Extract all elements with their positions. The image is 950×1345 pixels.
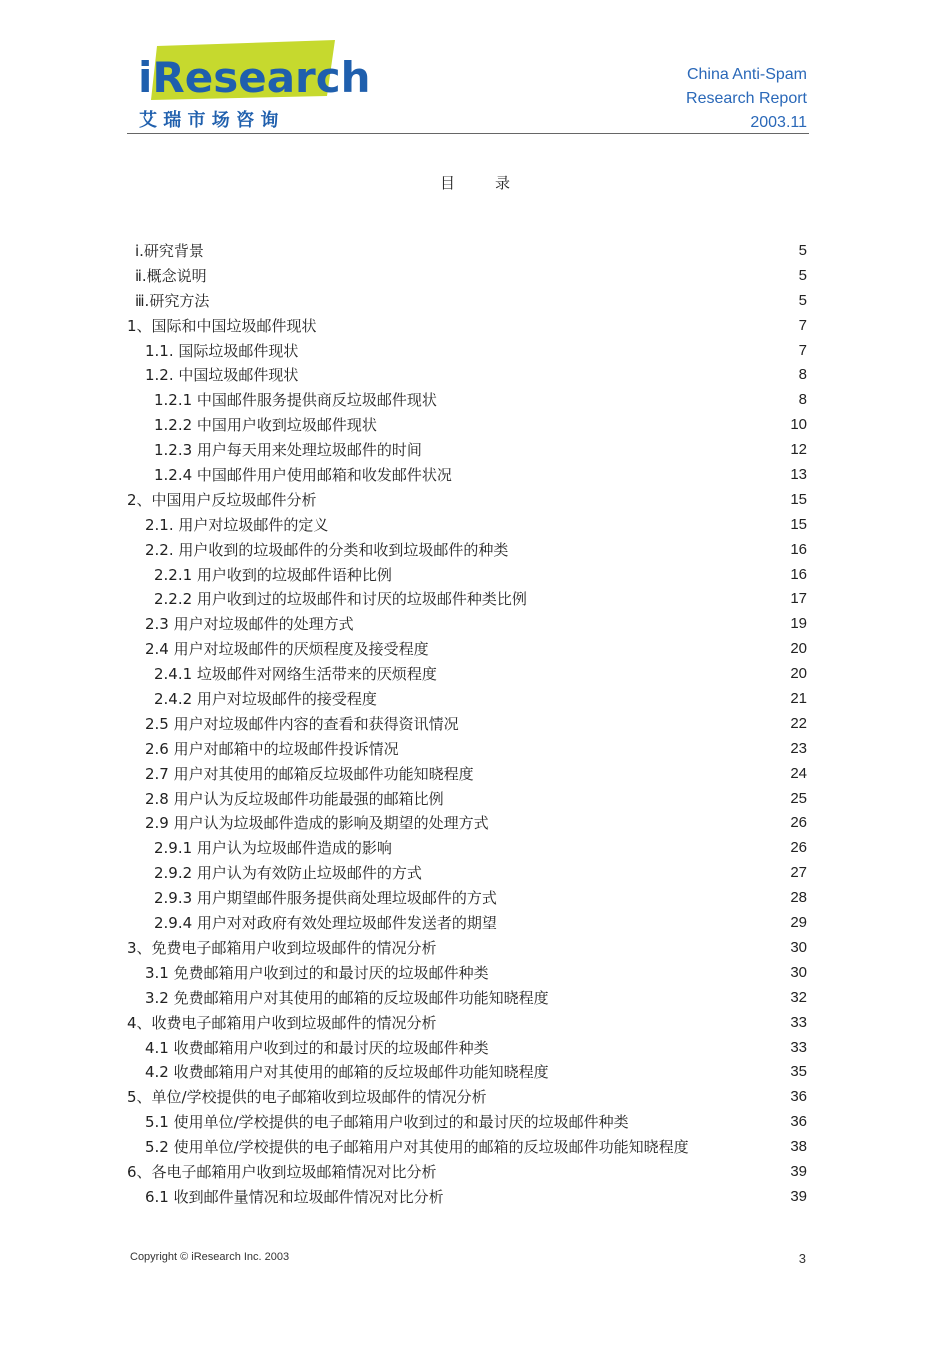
toc-entry[interactable] — [127, 587, 807, 612]
toc-entry-label: 2.9.2 用户认为有效防止垃圾邮件的方式 — [154, 864, 422, 883]
toc-entry-page: 10 — [790, 416, 807, 434]
toc-entry-label: 2.9.1 用户认为垃圾邮件造成的影响 — [154, 839, 392, 858]
toc-entry-page: 39 — [790, 1162, 807, 1180]
toc-entry-page: 33 — [790, 1038, 807, 1056]
toc-entry-page: 26 — [790, 839, 807, 857]
toc-entry[interactable] — [127, 1060, 807, 1085]
toc-entry[interactable] — [127, 762, 807, 787]
toc-entry[interactable] — [127, 538, 807, 563]
toc-entry-label: 3.1 免费邮箱用户收到过的和最讨厌的垃圾邮件种类 — [145, 963, 489, 982]
toc-entry-page: 15 — [790, 490, 807, 508]
toc-entry-page: 15 — [790, 515, 807, 533]
toc-entry[interactable] — [127, 1011, 807, 1036]
toc-entry[interactable] — [127, 339, 807, 364]
toc-entry[interactable] — [127, 488, 807, 513]
toc-entry-label: 2.1. 用户对垃圾邮件的定义 — [145, 515, 329, 534]
footer-copyright: Copyright © iResearch Inc. 2003 — [130, 1251, 290, 1263]
toc-entry-label: 5.2 使用单位/学校提供的电子邮箱用户对其使用的邮箱的反垃圾邮件功能知晓程度 — [145, 1138, 689, 1157]
report-header-line: 2003.11 — [750, 114, 807, 131]
toc-entry-page: 35 — [790, 1063, 807, 1081]
toc-entry-page: 5 — [798, 291, 807, 309]
toc-entry[interactable] — [127, 388, 807, 413]
toc-entry-label: 2、中国用户反垃圾邮件分析 — [127, 490, 317, 509]
toc-entry-page: 8 — [798, 366, 807, 384]
toc-entry-page: 5 — [798, 266, 807, 284]
toc-entry-label: 2.5 用户对垃圾邮件内容的查看和获得资讯情况 — [145, 714, 459, 733]
toc-entry-label: 1.2.3 用户每天用来处理垃圾邮件的时间 — [154, 441, 422, 460]
toc-entry-page: 36 — [790, 1113, 807, 1131]
toc-entry-label: 2.4.1 垃圾邮件对网络生活带来的厌烦程度 — [154, 665, 437, 684]
toc-entry-page: 26 — [790, 814, 807, 832]
toc-entry-page: 28 — [790, 889, 807, 907]
toc-entry-page: 7 — [798, 316, 807, 334]
table-of-contents — [127, 239, 807, 1210]
toc-entry[interactable] — [127, 363, 807, 388]
toc-entry[interactable] — [127, 911, 807, 936]
toc-entry-label: 5、单位/学校提供的电子邮箱收到垃圾邮件的情况分析 — [127, 1088, 487, 1107]
toc-entry-page: 20 — [790, 640, 807, 658]
toc-entry[interactable] — [127, 438, 807, 463]
toc-entry-label: 4、收费电子邮箱用户收到垃圾邮件的情况分析 — [127, 1013, 437, 1032]
toc-entry-page: 25 — [790, 789, 807, 807]
toc-entry[interactable] — [127, 687, 807, 712]
toc-entry[interactable] — [127, 712, 807, 737]
toc-entry[interactable] — [127, 239, 807, 264]
toc-entry-label: 3、免费电子邮箱用户收到垃圾邮件的情况分析 — [127, 938, 437, 957]
iresearch-logo-graphic — [135, 38, 371, 133]
toc-entry-label: 1.2. 中国垃圾邮件现状 — [145, 366, 299, 385]
toc-entry[interactable] — [127, 1160, 807, 1185]
toc-entry-page: 33 — [790, 1013, 807, 1031]
toc-entry-page: 16 — [790, 540, 807, 558]
toc-entry-label: 1.2.1 中国邮件服务提供商反垃圾邮件现状 — [154, 391, 437, 410]
toc-entry-label: 2.9 用户认为垃圾邮件造成的影响及期望的处理方式 — [145, 814, 489, 833]
toc-entry-label: 6、各电子邮箱用户收到垃圾邮箱情况对比分析 — [127, 1162, 437, 1181]
toc-entry-label: ⅰ.研究背景 — [135, 242, 204, 260]
toc-entry-page: 21 — [790, 690, 807, 708]
toc-entry-label: 2.6 用户对邮箱中的垃圾邮件投诉情况 — [145, 739, 399, 758]
toc-entry[interactable] — [127, 936, 807, 961]
toc-entry-page: 12 — [790, 441, 807, 459]
toc-entry-label: 1、国际和中国垃圾邮件现状 — [127, 316, 317, 335]
toc-entry[interactable] — [127, 264, 807, 289]
footer-page-number: 3 — [798, 1251, 806, 1266]
toc-entry-page: 13 — [790, 466, 807, 484]
toc-entry-page: 20 — [790, 665, 807, 683]
report-header — [686, 63, 807, 135]
toc-entry-page: 27 — [790, 864, 807, 882]
toc-entry-page: 38 — [790, 1138, 807, 1156]
toc-entry-label: 2.2. 用户收到的垃圾邮件的分类和收到垃圾邮件的种类 — [145, 540, 509, 559]
toc-entry-page: 19 — [790, 615, 807, 633]
toc-entry[interactable] — [127, 986, 807, 1011]
toc-entry-label: 4.1 收费邮箱用户收到过的和最讨厌的垃圾邮件种类 — [145, 1038, 489, 1057]
toc-entry[interactable] — [127, 637, 807, 662]
toc-entry-label: 3.2 免费邮箱用户对其使用的邮箱的反垃圾邮件功能知晓程度 — [145, 988, 549, 1007]
toc-entry-page: 30 — [790, 938, 807, 956]
toc-entry[interactable] — [127, 811, 807, 836]
toc-entry-page: 29 — [790, 914, 807, 932]
logo-subtitle: 艾 瑞 市 场 咨 询 — [139, 110, 279, 131]
toc-entry[interactable] — [127, 314, 807, 339]
toc-entry-label: 2.4.2 用户对垃圾邮件的接受程度 — [154, 690, 377, 709]
header-divider — [127, 133, 809, 134]
toc-entry[interactable] — [127, 787, 807, 812]
toc-entry-label: 2.2.2 用户收到过的垃圾邮件和讨厌的垃圾邮件种类比例 — [154, 590, 527, 609]
report-header-line: Research Report — [686, 90, 807, 107]
toc-entry-page: 32 — [790, 988, 807, 1006]
toc-entry[interactable] — [127, 463, 807, 488]
toc-entry[interactable] — [127, 1085, 807, 1110]
toc-entry-page: 22 — [790, 714, 807, 732]
toc-entry-page: 7 — [798, 341, 807, 359]
toc-entry[interactable] — [127, 563, 807, 588]
toc-entry[interactable] — [127, 1110, 807, 1135]
toc-entry-page: 24 — [790, 764, 807, 782]
toc-entry[interactable] — [127, 836, 807, 861]
toc-entry[interactable] — [127, 961, 807, 986]
toc-entry[interactable] — [127, 513, 807, 538]
toc-entry-label: ⅲ.研究方法 — [135, 291, 210, 310]
toc-entry-label: 4.2 收费邮箱用户对其使用的邮箱的反垃圾邮件功能知晓程度 — [145, 1063, 549, 1082]
toc-entry-label: 5.1 使用单位/学校提供的电子邮箱用户收到过的和最讨厌的垃圾邮件种类 — [145, 1113, 629, 1132]
toc-entry-page: 16 — [790, 565, 807, 583]
toc-entry[interactable] — [127, 289, 807, 314]
toc-entry-page: 30 — [790, 963, 807, 981]
toc-entry-label: 2.7 用户对其使用的邮箱反垃圾邮件功能知晓程度 — [145, 764, 474, 783]
toc-entry-page: 5 — [798, 242, 807, 259]
toc-entry[interactable] — [127, 886, 807, 911]
toc-entry-label: 1.1. 国际垃圾邮件现状 — [145, 341, 299, 360]
toc-entry[interactable] — [127, 1185, 807, 1210]
toc-entry[interactable] — [127, 1135, 807, 1160]
toc-entry[interactable] — [127, 612, 807, 637]
toc-entry-label: ⅱ.概念说明 — [135, 266, 207, 285]
toc-title: 目录 — [439, 174, 550, 192]
toc-entry-page: 23 — [790, 739, 807, 757]
logo-text: iResearch — [138, 53, 371, 102]
toc-entry-page: 17 — [790, 590, 807, 608]
toc-entry[interactable] — [127, 662, 807, 687]
toc-entry-label: 2.3 用户对垃圾邮件的处理方式 — [145, 615, 354, 634]
report-header-line: China Anti-Spam — [686, 66, 807, 83]
toc-entry-page: 36 — [790, 1088, 807, 1106]
toc-entry[interactable] — [127, 737, 807, 762]
toc-entry-label: 2.9.3 用户期望邮件服务提供商处理垃圾邮件的方式 — [154, 889, 497, 908]
toc-entry[interactable] — [127, 413, 807, 438]
toc-entry-label: 2.8 用户认为反垃圾邮件功能最强的邮箱比例 — [145, 789, 444, 808]
toc-entry-page: 39 — [790, 1187, 807, 1205]
toc-entry-label: 6.1 收到邮件量情况和垃圾邮件情况对比分析 — [145, 1187, 444, 1206]
toc-entry-page: 8 — [798, 391, 807, 409]
toc-entry[interactable] — [127, 861, 807, 886]
toc-entry-label: 2.9.4 用户对对政府有效处理垃圾邮件发送者的期望 — [154, 914, 497, 933]
toc-entry-label: 2.4 用户对垃圾邮件的厌烦程度及接受程度 — [145, 640, 429, 659]
toc-entry-label: 2.2.1 用户收到的垃圾邮件语种比例 — [154, 565, 392, 584]
logo — [135, 38, 371, 133]
toc-entry-label: 1.2.2 中国用户收到垃圾邮件现状 — [154, 416, 377, 435]
toc-entry[interactable] — [127, 1036, 807, 1061]
toc-entry-label: 1.2.4 中国邮件用户使用邮箱和收发邮件状况 — [154, 466, 452, 485]
